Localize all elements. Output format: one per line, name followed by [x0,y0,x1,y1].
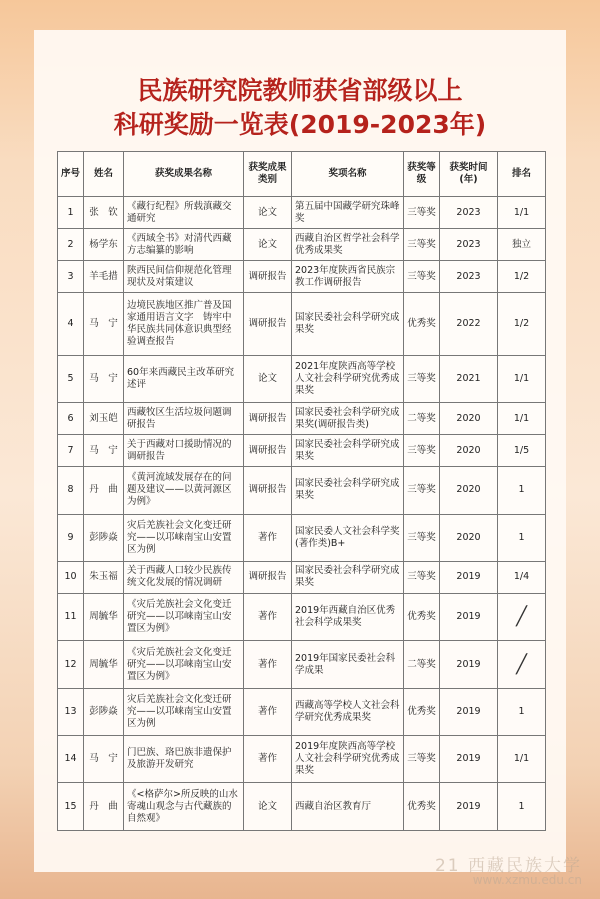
cell-year: 2019 [440,561,498,593]
title-line-1: 民族研究院教师获省部级以上 [137,76,463,105]
cell-type: 调研报告 [244,435,292,467]
watermark-url: www.xzmu.edu.cn [472,873,582,887]
cell-work: 灾后羌族社会文化变迁研究——以邛崃南宝山安置区为例 [124,514,244,561]
cell-year: 2023 [440,197,498,229]
cell-seq: 15 [58,783,84,831]
cell-work: 《黄河流域发展存在的问题及建议——以黄河源区为例》 [124,467,244,514]
cell-name: 羊毛措 [84,261,124,293]
cell-year: 2019 [440,641,498,688]
cell-level: 三等奖 [404,229,440,261]
cell-rank: 1/1 [498,355,546,402]
cell-name: 周毓华 [84,593,124,640]
cell-seq: 12 [58,641,84,688]
cell-rank: 1/1 [498,197,546,229]
cell-award: 国家民委社会科学研究成果奖 [292,293,404,356]
cell-name: 丹 曲 [84,783,124,831]
table-row [58,435,546,467]
cell-level: 三等奖 [404,467,440,514]
cell-level: 优秀奖 [404,688,440,735]
cell-type: 著作 [244,514,292,561]
cell-rank: 1/4 [498,561,546,593]
cell-name: 杨学东 [84,229,124,261]
cell-level: 三等奖 [404,355,440,402]
table-row [58,293,546,356]
table-row [58,688,546,735]
header-award: 奖项名称 [292,152,404,197]
cell-type: 调研报告 [244,261,292,293]
cell-name: 张 钦 [84,197,124,229]
cell-seq: 7 [58,435,84,467]
cell-type: 著作 [244,593,292,640]
cell-name: 马 宁 [84,435,124,467]
cell-work: 边境民族地区推广普及国家通用语言文字 铸牢中华民族共同体意识典型经验调查报告 [124,293,244,356]
cell-level: 三等奖 [404,736,440,783]
cell-award: 2021年度陕西高等学校人文社会科学研究优秀成果奖 [292,355,404,402]
cell-seq: 11 [58,593,84,640]
cell-level: 二等奖 [404,641,440,688]
cell-work: 《西域全书》对清代西藏方志编纂的影响 [124,229,244,261]
cell-work: 西藏牧区生活垃圾问题调研报告 [124,403,244,435]
cell-level: 优秀奖 [404,593,440,640]
table-header-row [58,152,546,197]
table-row [58,229,546,261]
cell-level: 二等奖 [404,403,440,435]
cell-type: 论文 [244,229,292,261]
cell-work: 《灾后羌族社会文化变迁研究——以邛崃南宝山安置区为例》 [124,641,244,688]
cell-name: 马 宁 [84,293,124,356]
cell-award: 国家民委社会科学研究成果奖 [292,435,404,467]
table-row [58,736,546,783]
cell-work: 关于西藏对口援助情况的调研报告 [124,435,244,467]
cell-seq: 10 [58,561,84,593]
table-row [58,641,546,688]
cell-year: 2019 [440,736,498,783]
cell-level: 三等奖 [404,261,440,293]
cell-year: 2023 [440,229,498,261]
cell-seq: 3 [58,261,84,293]
cell-year: 2021 [440,355,498,402]
header-level: 获奖等级 [404,152,440,197]
cell-year: 2019 [440,688,498,735]
cell-year: 2023 [440,261,498,293]
cell-rank: 1/1 [498,403,546,435]
cell-type: 论文 [244,355,292,402]
cell-award: 国家民委社会科学研究成果奖(调研报告类) [292,403,404,435]
cell-year: 2019 [440,783,498,831]
header-work: 获奖成果名称 [124,152,244,197]
cell-year: 2020 [440,403,498,435]
cell-name: 朱玉福 [84,561,124,593]
cell-type: 调研报告 [244,467,292,514]
cell-award: 西藏自治区哲学社会科学优秀成果奖 [292,229,404,261]
header-rank: 排名 [498,152,546,197]
cell-year: 2020 [440,467,498,514]
cell-type: 著作 [244,736,292,783]
cell-work: 《灾后羌族社会文化变迁研究——以邛崃南宝山安置区为例》 [124,593,244,640]
header-time: 获奖时间(年) [440,152,498,197]
cell-seq: 13 [58,688,84,735]
awards-table [57,151,546,831]
cell-name: 彭陟焱 [84,688,124,735]
cell-seq: 8 [58,467,84,514]
cell-level: 优秀奖 [404,783,440,831]
cell-rank: 1 [498,783,546,831]
cell-rank: 1 [498,467,546,514]
title-line-2: 科研奖励一览表(2019-2023年) [113,110,487,139]
cell-seq: 1 [58,197,84,229]
cell-award: 2023年度陕西省民族宗教工作调研报告 [292,261,404,293]
cell-type: 著作 [244,641,292,688]
cell-level: 三等奖 [404,435,440,467]
cell-award: 第五届中国藏学研究珠峰奖 [292,197,404,229]
cell-award: 国家民委人文社会科学奖(著作类)B+ [292,514,404,561]
cell-award: 西藏高等学校人文社会科学研究优秀成果奖 [292,688,404,735]
cell-work: 《<格萨尔>所反映的山水寄魂山观念与古代藏族的自然观》 [124,783,244,831]
cell-work: 陕西民间信仰规范化管理现状及对策建议 [124,261,244,293]
cell-name: 刘玉皑 [84,403,124,435]
cell-rank: 1 [498,514,546,561]
cell-award: 2019年西藏自治区优秀社会科学成果奖 [292,593,404,640]
cell-rank: 1 [498,688,546,735]
cell-name: 周毓华 [84,641,124,688]
cell-seq: 9 [58,514,84,561]
header-name: 姓名 [84,152,124,197]
cell-type: 著作 [244,688,292,735]
cell-name: 马 宁 [84,355,124,402]
page-title [34,74,566,142]
cell-work: 门巴族、珞巴族非遗保护及旅游开发研究 [124,736,244,783]
watermark-text: 21 西藏民族大学 [434,856,582,876]
cell-award: 2019年国家民委社会科学成果 [292,641,404,688]
table-row [58,467,546,514]
cell-type: 论文 [244,783,292,831]
awards-table-container [57,151,545,831]
cell-level: 三等奖 [404,197,440,229]
cell-seq: 14 [58,736,84,783]
cell-year: 2020 [440,514,498,561]
table-row [58,355,546,402]
table-row [58,403,546,435]
table-row [58,197,546,229]
cell-rank: ╱ [498,641,546,688]
cell-type: 论文 [244,197,292,229]
cell-award: 2019年度陕西高等学校人文社会科学研究优秀成果奖 [292,736,404,783]
cell-rank: 1/2 [498,293,546,356]
cell-rank: 1/2 [498,261,546,293]
table-row [58,261,546,293]
cell-work: 关于西藏人口较少民族传统文化发展的情况调研 [124,561,244,593]
cell-rank: ╱ [498,593,546,640]
cell-rank: 1/5 [498,435,546,467]
table-row [58,783,546,831]
header-seq: 序号 [58,152,84,197]
table-row [58,514,546,561]
cell-seq: 2 [58,229,84,261]
cell-work: 60年来西藏民主改革研究述评 [124,355,244,402]
cell-name: 彭陟焱 [84,514,124,561]
cell-level: 优秀奖 [404,293,440,356]
cell-year: 2019 [440,593,498,640]
table-body [58,197,546,831]
cell-year: 2020 [440,435,498,467]
cell-name: 马 宁 [84,736,124,783]
cell-rank: 1/1 [498,736,546,783]
cell-seq: 6 [58,403,84,435]
cell-work: 灾后羌族社会文化变迁研究——以邛崃南宝山安置区为例 [124,688,244,735]
cell-award: 西藏自治区教育厅 [292,783,404,831]
table-row [58,561,546,593]
cell-type: 调研报告 [244,293,292,356]
cell-year: 2022 [440,293,498,356]
watermark [434,856,582,887]
cell-level: 三等奖 [404,514,440,561]
cell-seq: 5 [58,355,84,402]
header-type: 获奖成果类别 [244,152,292,197]
cell-rank: 独立 [498,229,546,261]
cell-level: 三等奖 [404,561,440,593]
cell-type: 调研报告 [244,561,292,593]
cell-type: 调研报告 [244,403,292,435]
cell-work: 《藏行纪程》所载滇藏交通研究 [124,197,244,229]
table-row [58,593,546,640]
cell-name: 丹 曲 [84,467,124,514]
cell-award: 国家民委社会科学研究成果奖 [292,561,404,593]
cell-award: 国家民委社会科学研究成果奖 [292,467,404,514]
cell-seq: 4 [58,293,84,356]
